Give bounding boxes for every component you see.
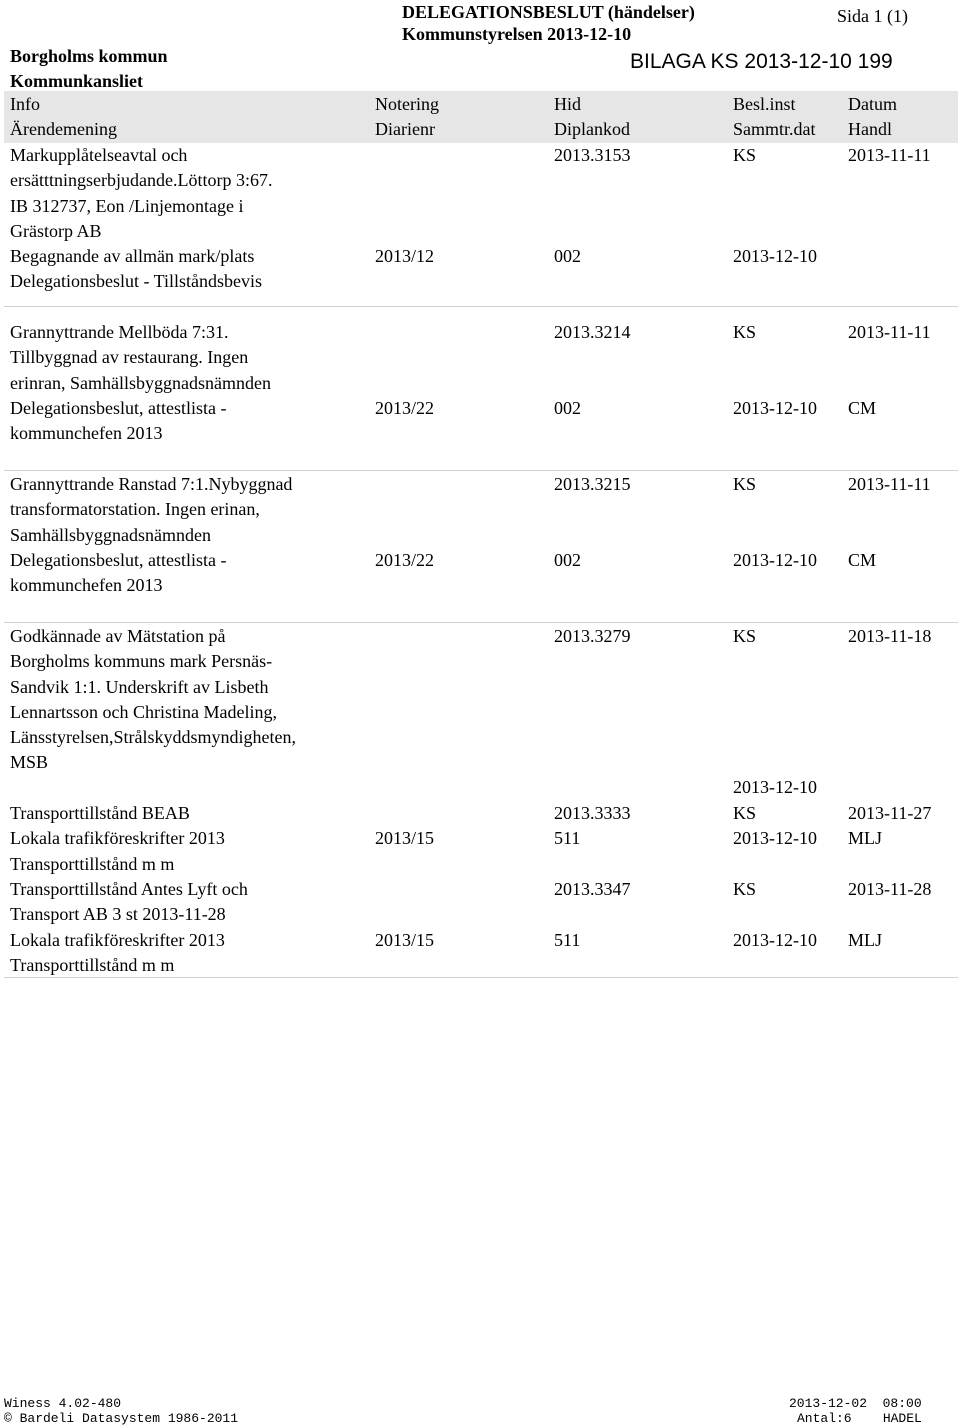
- row-handl: CM: [848, 398, 877, 418]
- row-hid: 2013.3215: [554, 474, 631, 494]
- row-datum: 2013-11-18: [848, 626, 932, 646]
- row-sammtr: 2013-12-10: [733, 398, 817, 418]
- col-header-diarienr: Diarienr: [375, 119, 435, 139]
- row-besl: KS: [733, 626, 757, 646]
- bilaga-stamp: BILAGA KS 2013-12-10 199: [630, 50, 893, 73]
- row-info-text: Markupplåtelseavtal och ersätttningserbjudande.Löttorp 3:67. IB 312737, Eon /Linjemontage i Grästorp AB Begagnande av allmän mark/plats Delegationsbeslut - Tillståndsbevis: [10, 145, 273, 292]
- row-hid: 2013.3153: [554, 145, 631, 165]
- row-handl: CM: [848, 550, 877, 570]
- row-datum: 2013-11-11: [848, 145, 931, 165]
- col-header-notering: Notering: [375, 94, 439, 114]
- row-datum: 2013-11-27: [848, 803, 932, 823]
- col-header-beslinst: Besl.inst: [733, 94, 796, 114]
- row-besl: KS: [733, 145, 757, 165]
- row-sammtr: 2013-12-10: [733, 777, 817, 797]
- col-header-diplankod: Diplankod: [554, 119, 630, 139]
- row-diarienr: 2013/22: [375, 398, 435, 418]
- row-divider: [4, 470, 958, 471]
- page-indicator: Sida 1 (1): [837, 6, 908, 26]
- row-divider: [4, 622, 958, 623]
- row-diarienr: 2013/15: [375, 930, 435, 950]
- footer-copyright: © Bardeli Datasystem 1986-2011: [4, 1411, 239, 1426]
- row-divider: [4, 977, 958, 978]
- row-sammtr: 2013-12-10: [733, 828, 817, 848]
- row-info-text: Transporttillstånd BEAB Lokala trafikföreskrifter 2013 Transporttillstånd m m: [10, 803, 225, 874]
- footer-timestamp: 2013-12-02 08:00: [789, 1396, 922, 1411]
- row-info-text: Grannyttrande Ranstad 7:1.Nybyggnad transformatorstation. Ingen erinan, Samhällsbyggnadsnämnden Delegationsbeslut, attestlista - kommunchefen 2013: [10, 474, 293, 596]
- col-header-info: Info: [10, 94, 40, 114]
- row-besl: KS: [733, 474, 757, 494]
- row-besl: KS: [733, 803, 757, 823]
- row-diarienr: 2013/22: [375, 550, 435, 570]
- col-header-datum: Datum: [848, 94, 897, 114]
- row-diplankod: 002: [554, 550, 581, 570]
- row-diplankod: 002: [554, 246, 581, 266]
- row-hid: 2013.3279: [554, 626, 631, 646]
- footer-software: Winess 4.02-480: [4, 1396, 122, 1411]
- dept-name: Kommunkansliet: [10, 71, 144, 91]
- row-diarienr: 2013/12: [375, 246, 435, 266]
- row-handl: MLJ: [848, 828, 883, 848]
- row-hid: 2013.3214: [554, 322, 631, 342]
- col-header-sammtrdat: Sammtr.dat: [733, 119, 816, 139]
- row-hid: 2013.3347: [554, 879, 631, 899]
- row-diplankod: 002: [554, 398, 581, 418]
- row-besl: KS: [733, 879, 757, 899]
- row-handl: MLJ: [848, 930, 883, 950]
- row-datum: 2013-11-11: [848, 474, 931, 494]
- document-subtitle: Kommunstyrelsen 2013-12-10: [402, 24, 632, 44]
- footer-count: Antal:6 HADEL: [797, 1411, 922, 1426]
- row-info-text: Grannyttrande Mellböda 7:31. Tillbyggnad av restaurang. Ingen erinran, Samhällsbyggnadsnämnden Delegationsbeslut, attestlista - kommunchefen 2013: [10, 322, 271, 444]
- row-diplankod: 511: [554, 930, 581, 950]
- col-header-arendemening: Ärendemening: [10, 119, 117, 139]
- row-info-text: Transporttillstånd Antes Lyft och Transport AB 3 st 2013-11-28 Lokala trafikföreskrifter 2013 Transporttillstånd m m: [10, 879, 248, 975]
- row-info-text: Godkännade av Mätstation på Borgholms kommuns mark Persnäs- Sandvik 1:1. Underskrift av Lisbeth Lennartsson och Christina Madeling, Länsstyrelsen,Strålskyddsmyndigheten, MSB: [10, 626, 296, 773]
- row-sammtr: 2013-12-10: [733, 550, 817, 570]
- row-diarienr: 2013/15: [375, 828, 435, 848]
- document-title: DELEGATIONSBESLUT (händelser): [402, 2, 695, 22]
- col-header-hid: Hid: [554, 94, 581, 114]
- row-datum: 2013-11-28: [848, 879, 932, 899]
- row-hid: 2013.3333: [554, 803, 631, 823]
- col-header-handl: Handl: [848, 119, 892, 139]
- org-name: Borgholms kommun: [10, 46, 168, 66]
- row-besl: KS: [733, 322, 757, 342]
- row-divider: [4, 306, 958, 307]
- row-sammtr: 2013-12-10: [733, 246, 817, 266]
- row-datum: 2013-11-11: [848, 322, 931, 342]
- row-diplankod: 511: [554, 828, 581, 848]
- row-sammtr: 2013-12-10: [733, 930, 817, 950]
